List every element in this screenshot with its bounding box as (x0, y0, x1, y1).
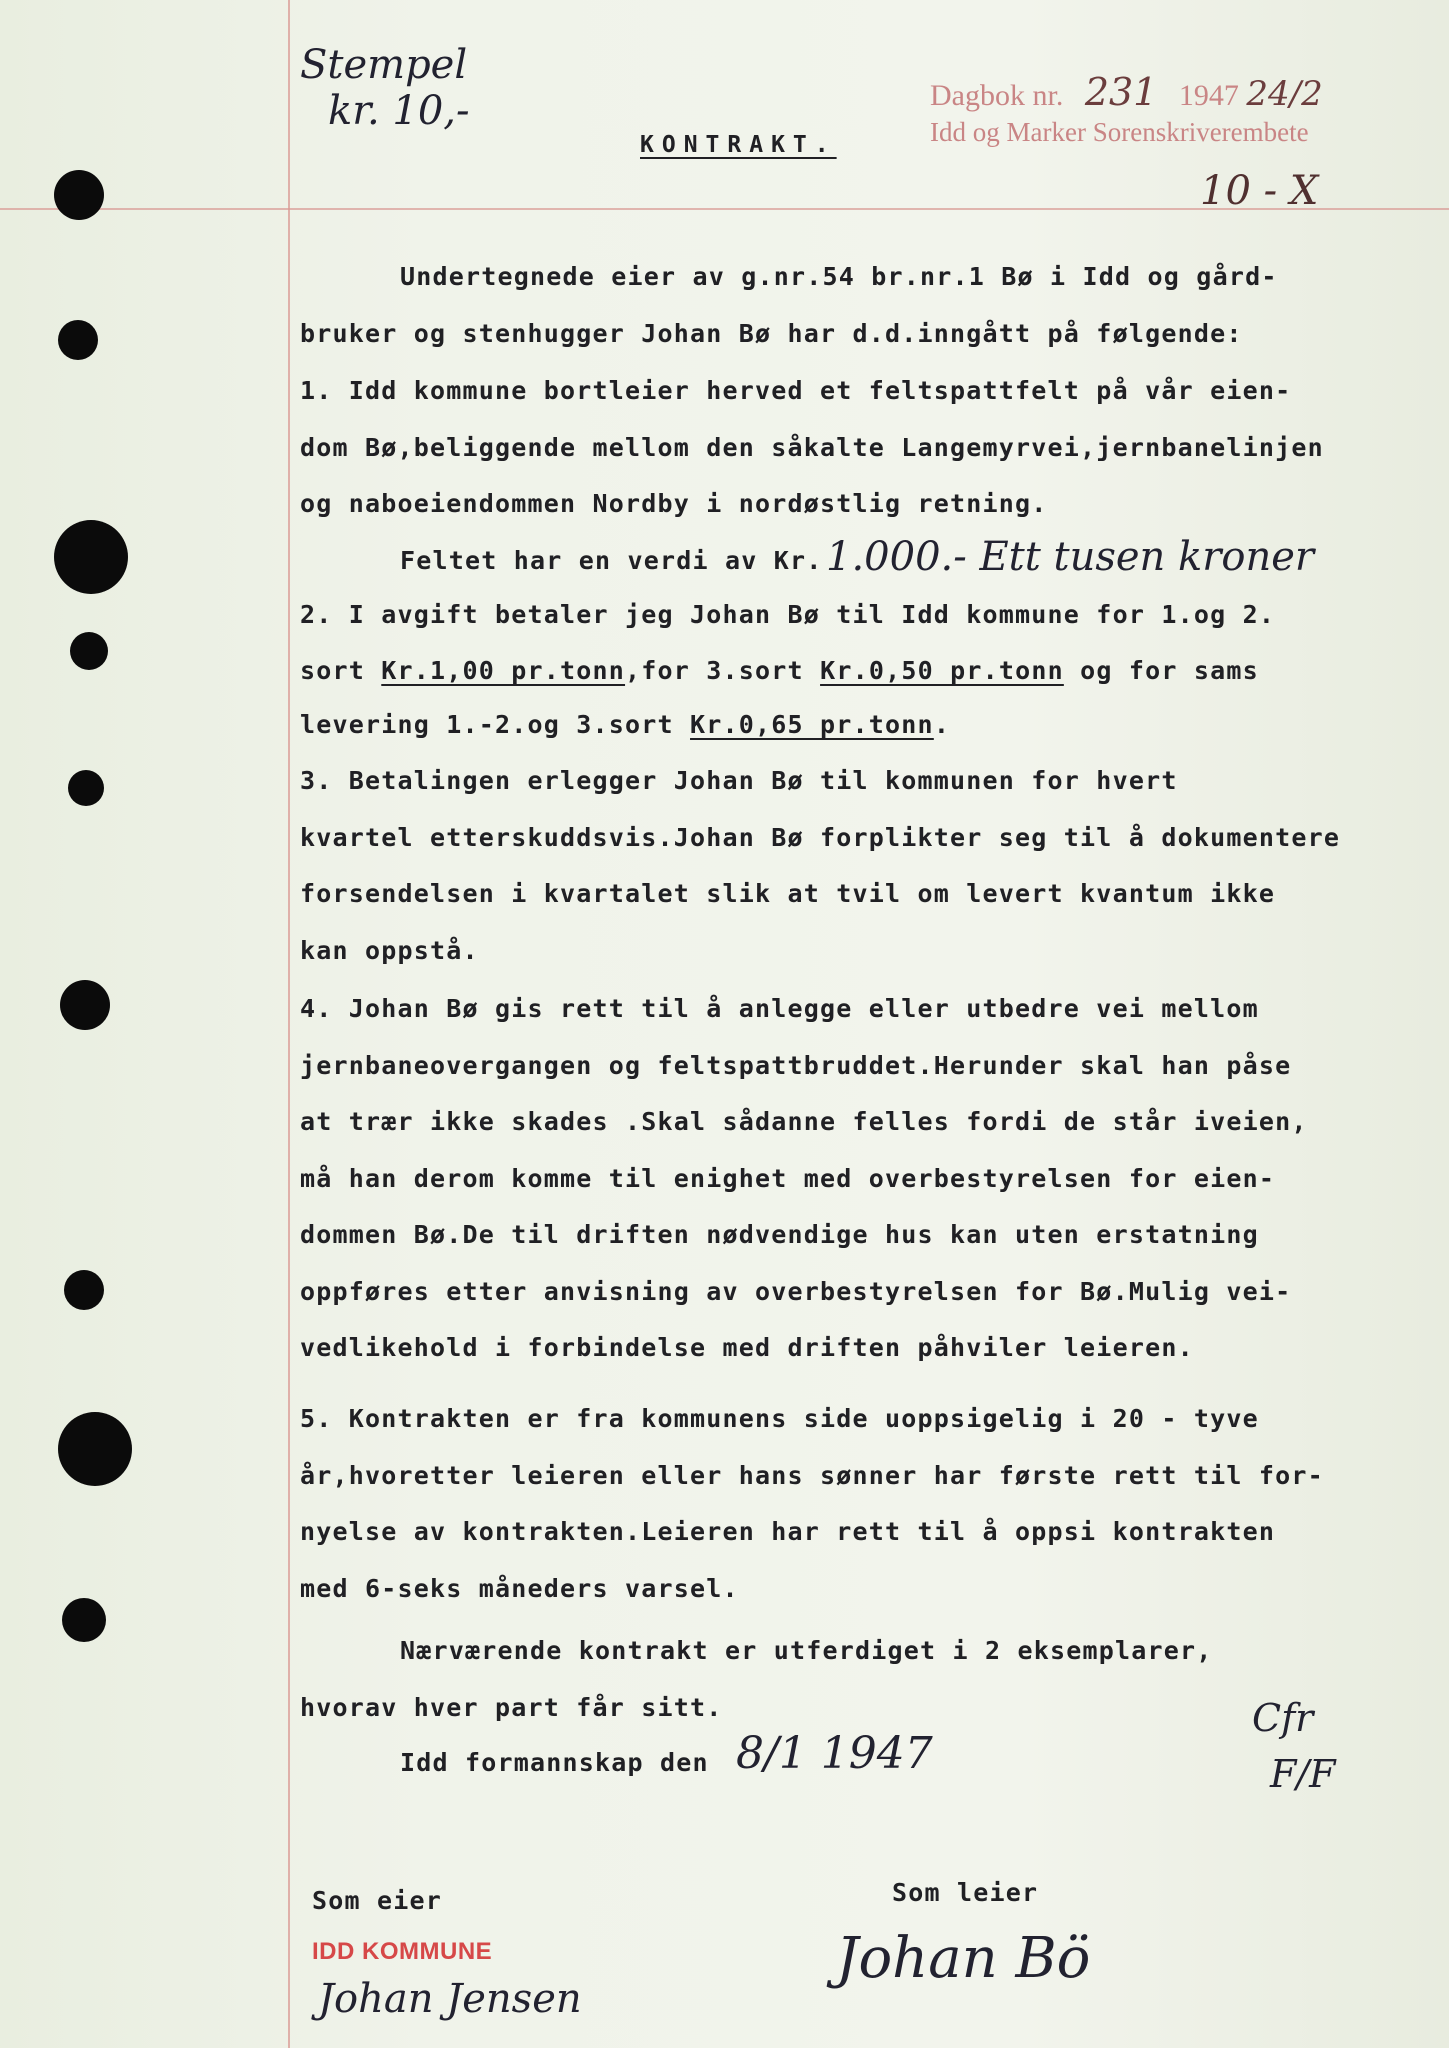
margin-rule (288, 0, 290, 2048)
place-label: Idd formannskap den (400, 1748, 709, 1777)
price-grade-1-2: Kr.1,00 pr.tonn (381, 656, 626, 685)
place-date: 8/1 1947 (736, 1728, 933, 1779)
owner-label: Som eier (312, 1886, 443, 1915)
owner-signature: Johan Jensen (318, 1976, 582, 2022)
clause-4-line: dommen Bø.De til driften nødvendige hus kan uten erstatning (300, 1220, 1259, 1249)
clause-4-line: vedlikehold i forbindelse med driften påhviler leieren. (300, 1333, 1194, 1362)
stamp-fee-note (300, 42, 470, 134)
clause-4-line: at trær ikke skades .Skal sådanne felles fordi de står iveien, (300, 1107, 1308, 1136)
text-segment: og for sams (1063, 656, 1259, 685)
journal-date: 24/2 (1246, 74, 1323, 114)
margin-initials-2: F/F (1270, 1752, 1336, 1796)
clause-3-line: kan oppstå. (300, 936, 479, 965)
clause-3-line: kvartel etterskuddsvis.Johan Bø forplikter seg til å dokumentere (300, 823, 1341, 852)
margin-initials-1: Cfr (1252, 1696, 1314, 1740)
registration-note: 10 - X (1200, 168, 1319, 214)
binder-hole (58, 1412, 132, 1486)
value-label: Feltet har en verdi av Kr. (400, 546, 823, 575)
journal-year: 1947 (1178, 79, 1239, 112)
lessee-label: Som leier (892, 1878, 1039, 1907)
binder-hole (68, 770, 104, 806)
journal-line (930, 70, 1323, 114)
document-title: KONTRAKT. (640, 132, 837, 158)
price-grade-3: Kr.0,50 pr.tonn (820, 656, 1064, 685)
clause-5-line: med 6-seks måneders varsel. (300, 1574, 739, 1603)
office-name: Idd og Marker Sorenskriverembete (930, 117, 1309, 147)
margin-initials (1252, 1690, 1336, 1802)
binder-hole (70, 632, 108, 670)
text-segment: sort (300, 656, 382, 685)
clause-4-line: må han derom komme til enighet med overbestyrelsen for eien- (300, 1164, 1276, 1193)
stamp-fee-line2: kr. 10,- (328, 88, 470, 134)
text-segment: . (933, 710, 951, 739)
owner-stamp: IDD KOMMUNE (312, 1938, 493, 1965)
journal-stamp (930, 70, 1323, 150)
clause-1-line: 1. Idd kommune bortleier herved et feltspattfelt på vår eien- (300, 376, 1292, 405)
clause-4-line: 4. Johan Bø gis rett til å anlegge eller utbedre vei mellom (300, 994, 1259, 1023)
clause-4-line: oppføres etter anvisning av overbestyrelsen for Bø.Mulig vei- (300, 1277, 1292, 1306)
intro-line: bruker og stenhugger Johan Bø har d.d.inngått på følgende: (300, 319, 1243, 348)
clause-1-line: og naboeiendommen Nordby i nordøstlig retning. (300, 489, 1048, 518)
stamp-fee-line1: Stempel (300, 42, 468, 88)
clause-5-line: 5. Kontrakten er fra kommunens side uoppsigelig i 20 - tyve (300, 1404, 1259, 1433)
text-segment: levering 1.-2.og 3.sort (300, 710, 691, 739)
clause-2-line-2 (300, 656, 1259, 685)
clause-5-line: år,hvoretter leieren eller hans sønner har første rett til for- (300, 1461, 1324, 1490)
copies-line: Nærværende kontrakt er utferdiget i 2 eksemplarer, (400, 1636, 1213, 1665)
binder-hole (54, 170, 104, 220)
clause-3-line: 3. Betalingen erlegger Johan Bø til kommunen for hvert (300, 766, 1178, 795)
clause-2-line-3 (300, 710, 950, 739)
journal-number: 231 (1084, 70, 1158, 114)
binder-hole (60, 980, 110, 1030)
clause-1-line: dom Bø,beliggende mellom den såkalte Langemyrvei,jernbanelinjen (300, 433, 1324, 462)
clause-5-line: nyelse av kontrakten.Leieren har rett til å oppsi kontrakten (300, 1517, 1276, 1546)
clause-2-line-1: 2. I avgift betaler jeg Johan Bø til Idd kommune for 1.og 2. (300, 600, 1276, 629)
text-segment: ,for 3.sort (625, 656, 821, 685)
clause-4-line: jernbaneovergangen og feltspattbruddet.Herunder skal han påse (300, 1051, 1292, 1080)
binder-hole (64, 1270, 104, 1310)
binder-hole (54, 520, 128, 594)
intro-line: Undertegnede eier av g.nr.54 br.nr.1 Bø i Idd og gård- (400, 262, 1278, 291)
binder-hole (58, 320, 98, 360)
clause-3-line: forsendelsen i kvartalet slik at tvil om levert kvantum ikke (300, 879, 1276, 908)
value-handwritten: 1.000.- Ett tusen kroner (826, 534, 1315, 580)
journal-label: Dagbok nr. (930, 79, 1064, 112)
price-mixed: Kr.0,65 pr.tonn (690, 710, 934, 739)
lessee-signature: Johan Bö (836, 1926, 1091, 1991)
copies-line: hvorav hver part får sitt. (300, 1693, 723, 1722)
binder-hole (62, 1598, 106, 1642)
